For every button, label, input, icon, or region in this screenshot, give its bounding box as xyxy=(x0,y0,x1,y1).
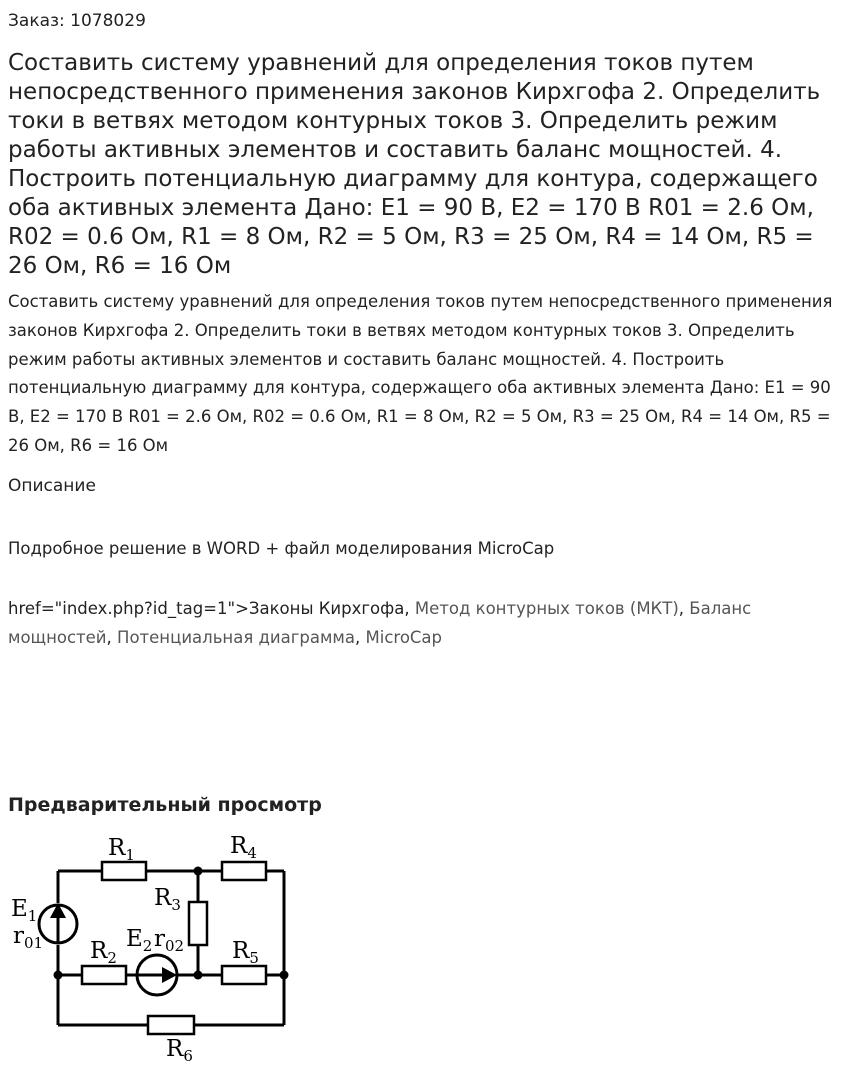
label-r6: $R_6$ xyxy=(166,1036,193,1065)
tag-separator: , xyxy=(678,599,690,618)
page-title: Составить систему уравнений для определения токов путем непосредственного применения законов Кирхгофа 2. Определить токи в ветвях методом контурных токов 3. Определить режим работы активных элементов и составить баланс мощностей. 4. Построить потенциальную диаграмму для контура, содержащего оба активных элемента Дано: E1 = 90 В, E2 = 170 В R01 = 2.6 Ом, R02 = 0.6 Ом, R1 = 8 Ом, R2 = 5 Ом, R3 = 25 Ом, R4 = 14 Ом, R5 = 26 Ом, R6 = 16 Ом xyxy=(8,50,821,279)
resistor-r3 xyxy=(189,902,207,945)
tag-mesh-current-method[interactable]: Метод контурных токов (МКТ) xyxy=(414,599,679,618)
resistor-r6 xyxy=(148,1016,194,1034)
label-r3: $R_3$ xyxy=(154,885,181,914)
label-r2: $R_2$ xyxy=(90,938,117,967)
resistor-r1 xyxy=(102,862,146,880)
tag-separator: , xyxy=(404,599,415,618)
tag-separator: , xyxy=(355,628,366,647)
resistor-r5 xyxy=(222,966,266,984)
preview-heading: Предварительный просмотр xyxy=(8,794,322,816)
label-r01: $r_{01}$ xyxy=(13,923,44,952)
tags-list xyxy=(8,594,828,652)
tag-separator: , xyxy=(106,628,118,647)
tag-power-balance[interactable]: Баланс мощностей xyxy=(8,599,752,647)
solution-detail: Подробное решение в WORD + файл моделирования MicroCap xyxy=(8,539,555,558)
source-e1 xyxy=(39,903,77,943)
source-e2 xyxy=(137,955,177,995)
label-e1: $E_1$ xyxy=(11,896,38,925)
tag-microcap[interactable]: MicroCap xyxy=(365,628,443,647)
order-number: Заказ: 1078029 xyxy=(8,11,146,31)
circuit-diagram xyxy=(0,826,320,1071)
label-r02: $r_{02}$ xyxy=(154,926,185,955)
label-e2: $E_2$ xyxy=(126,926,153,955)
resistor-r2 xyxy=(82,966,126,984)
description-label: Описание xyxy=(8,476,96,496)
label-r4: $R_4$ xyxy=(230,833,257,862)
tag-potential-diagram[interactable]: Потенциальная диаграмма xyxy=(117,628,355,647)
resistor-r4 xyxy=(222,862,266,880)
label-r5: $R_5$ xyxy=(232,938,259,967)
task-description: Составить систему уравнений для определения токов путем непосредственного применения законов Кирхгофа 2. Определить токи в ветвях методом контурных токов 3. Определить режим работы активных элементов и составить баланс мощностей. 4. Построить потенциальную диаграмму для контура, содержащего оба активных элемента Дано: E1 = 90 В, E2 = 170 В R01 = 2.6 Ом, R02 = 0.6 Ом, R1 = 8 Ом, R2 = 5 Ом, R3 = 25 Ом, R4 = 14 Ом, R5 = 26 Ом, R6 = 16 Ом xyxy=(8,292,833,455)
tag-kirchhoff[interactable]: href="index.php?id_tag=1">Законы Кирхгофа xyxy=(8,599,405,618)
label-r1: $R_1$ xyxy=(108,835,135,864)
